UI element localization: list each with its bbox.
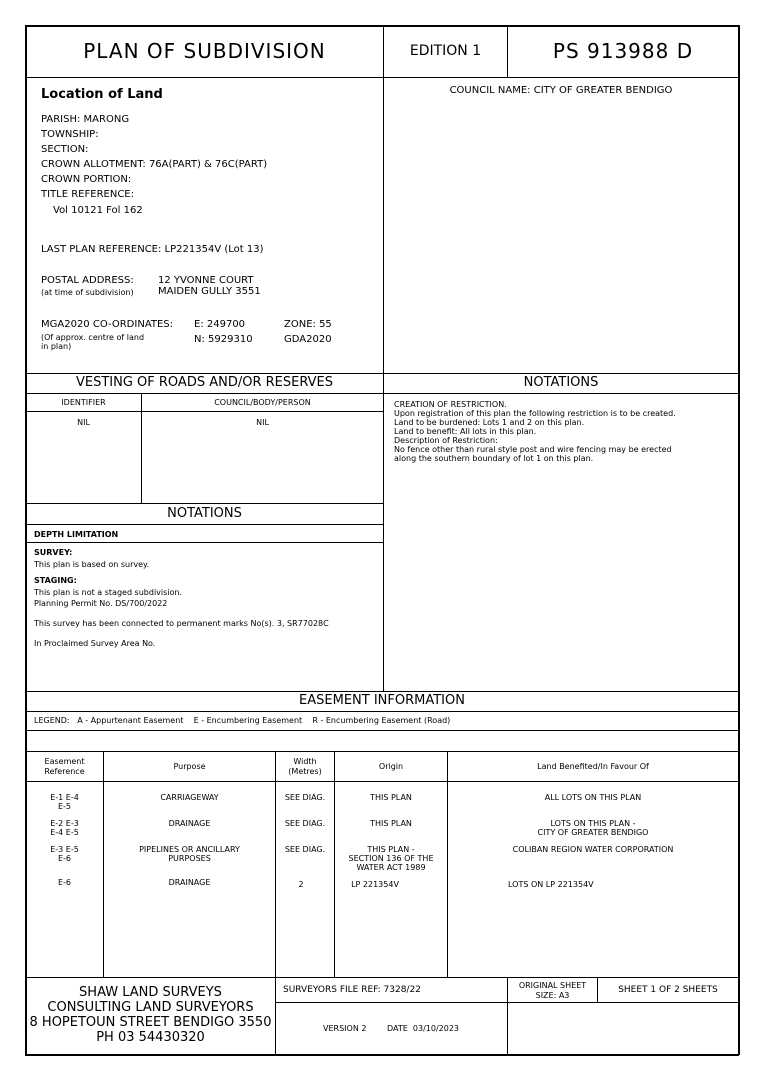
notations-right-heading: NOTATIONS [523, 375, 599, 390]
row4-benefit: LOTS ON LP 221354V [508, 880, 594, 889]
vesting-head-line [25, 393, 739, 394]
firm-line-4: PH 03 54430320 [96, 1030, 205, 1045]
col-width-1: Width [293, 757, 317, 766]
row3-width: SEE DIAG. [284, 845, 326, 854]
firm-line-1: SHAW LAND SURVEYS [79, 985, 222, 1000]
row1-ref1: E-1 E-4 [50, 793, 79, 802]
row3-origin-2: SECTION 136 OF THE [348, 854, 434, 863]
row1-purpose: CARRIAGEWAY [160, 793, 219, 802]
easement-head-line [25, 711, 739, 712]
header-divider [25, 77, 739, 78]
row3-purpose-1: PIPELINES OR ANCILLARY [139, 845, 240, 854]
row1-origin: THIS PLAN [370, 793, 412, 802]
legend-line [25, 730, 739, 731]
staging-text: This plan is not a staged subdivision. [34, 588, 183, 597]
plan-title: PLAN OF SUBDIVISION [83, 39, 326, 63]
notations-right-line-7: along the southern boundary of lot 1 on this plan. [394, 454, 594, 463]
row2-purpose: DRAINAGE [168, 819, 211, 828]
firm-line-2: CONSULTING LAND SURVEYORS [47, 1000, 254, 1015]
original-sheet-2: SIZE: A3 [535, 991, 570, 1000]
township: TOWNSHIP: [41, 129, 99, 140]
vesting-council-value: NIL [256, 418, 269, 427]
vesting-heading: VESTING OF ROADS AND/OR RESERVES [75, 375, 334, 390]
row2-benefit-1: LOTS ON THIS PLAN - [550, 819, 636, 828]
row1-ref2: E-5 [57, 802, 72, 811]
version: VERSION 2 [323, 1024, 367, 1033]
row2-origin: THIS PLAN [370, 819, 412, 828]
row4-purpose: DRAINAGE [168, 878, 211, 887]
vesting-vsplit [141, 393, 142, 504]
crown-allotment: CROWN ALLOTMENT: 76A(PART) & 76C(PART) [41, 159, 268, 170]
title-reference: TITLE REFERENCE: [41, 189, 134, 200]
crown-portion: CROWN PORTION: [41, 174, 132, 185]
notations-right-line-2: Upon registration of this plan the following restriction is to be created. [394, 409, 676, 418]
notations-left-heading: NOTATIONS [167, 506, 242, 521]
survey-text: This plan is based on survey. [34, 560, 150, 569]
notations-right-line-5: Description of Restriction: [394, 436, 498, 445]
col-origin: Origin [378, 762, 404, 771]
vesting-identifier-value: NIL [77, 418, 90, 427]
depth-line [25, 542, 383, 543]
easement-vsplit-1 [103, 751, 104, 977]
postal-label: POSTAL ADDRESS: [41, 275, 134, 286]
vesting-top-line [25, 373, 739, 374]
permanent-marks: This survey has been connected to permanent marks No(s). 3, SR77028C [34, 619, 329, 628]
easement-legend: LEGEND: A - Appurtenant Easement E - Encumbering Easement R - Encumbering Easement (Road) [34, 716, 451, 725]
row3-ref2: E-6 [57, 854, 72, 863]
staging-label: STAGING: [34, 576, 77, 585]
col-reference-2: Reference [44, 767, 85, 776]
postal-note: (at time of subdivision) [41, 288, 134, 297]
frame-top [25, 25, 739, 27]
row3-origin-3: WATER ACT 1989 [356, 863, 426, 872]
notations-right-line-4: Land to benefit: All lots in this plan. [394, 427, 537, 436]
last-plan-reference: LAST PLAN REFERENCE: LP221354V (Lot 13) [41, 244, 264, 255]
mga-note-1: (Of approx. centre of land [41, 333, 145, 342]
col-purpose: Purpose [173, 762, 206, 771]
vesting-col-council: COUNCIL/BODY/PERSON [214, 398, 311, 407]
council-name: COUNCIL NAME: CITY OF GREATER BENDIGO [449, 85, 673, 96]
easement-heading: EASEMENT INFORMATION [299, 693, 465, 708]
survey-label: SURVEY: [34, 548, 73, 557]
vesting-col-identifier: IDENTIFIER [61, 398, 106, 407]
vesting-col-line [25, 411, 383, 412]
row2-width: SEE DIAG. [284, 819, 326, 828]
vesting-bottom-line [25, 503, 383, 504]
surveyors-file-ref: SURVEYORS FILE REF: 7328/22 [283, 985, 421, 995]
row2-ref2: E-4 E-5 [50, 828, 79, 837]
frame-bottom [25, 1054, 739, 1056]
footer-top-line [25, 977, 739, 978]
row3-purpose-2: PURPOSES [168, 854, 211, 863]
location-heading: Location of Land [41, 87, 163, 102]
mga-label: MGA2020 CO-ORDINATES: [41, 319, 174, 330]
notations-right-line-3: Land to be burdened: Lots 1 and 2 on this plan. [394, 418, 585, 427]
easement-vsplit-4 [447, 751, 448, 977]
date: DATE 03/10/2023 [387, 1024, 460, 1033]
easting: E: 249700 [194, 319, 246, 330]
frame-left [25, 25, 27, 1055]
notations-right-line-1: CREATION OF RESTRICTION. [394, 400, 507, 409]
blank-row-line [25, 751, 739, 752]
row1-benefit: ALL LOTS ON THIS PLAN [544, 793, 642, 802]
parish: PARISH: MARONG [41, 114, 130, 125]
row2-benefit-2: CITY OF GREATER BENDIGO [537, 828, 649, 837]
zone: ZONE: 55 [284, 319, 332, 330]
datum: GDA2020 [284, 334, 332, 345]
title-volume: Vol 10121 Fol 162 [53, 205, 143, 216]
header-vsplit-1 [383, 25, 384, 691]
firm-line-3: 8 HOPETOUN STREET BENDIGO 3550 [29, 1015, 272, 1030]
row1-width: SEE DIAG. [284, 793, 326, 802]
notations-left-head-line [25, 524, 383, 525]
mga-note-2: in plan) [41, 342, 72, 351]
row3-benefit: COLIBAN REGION WATER CORPORATION [512, 845, 674, 854]
easement-top-line [25, 691, 739, 692]
depth-limitation: DEPTH LIMITATION [34, 530, 119, 539]
postal-line-2: MAIDEN GULLY 3551 [158, 286, 261, 297]
row3-origin-1: THIS PLAN - [367, 845, 415, 854]
notations-right-line-6: No fence other than rural style post and wire fencing may be erected [394, 445, 672, 454]
row4-ref1: E-6 [57, 878, 72, 887]
col-benefit: Land Benefited/In Favour Of [537, 762, 649, 771]
row3-ref1: E-3 E-5 [50, 845, 79, 854]
northing: N: 5929310 [194, 334, 253, 345]
col-reference-1: Easement [44, 757, 85, 766]
sheet-count: SHEET 1 OF 2 SHEETS [618, 985, 718, 995]
postal-line-1: 12 YVONNE COURT [158, 275, 254, 286]
proclaimed-area: In Proclaimed Survey Area No. [34, 639, 156, 648]
frame-right [738, 25, 740, 1055]
edition-label: EDITION 1 [409, 43, 482, 59]
row2-ref1: E-2 E-3 [50, 819, 79, 828]
original-sheet-1: ORIGINAL SHEET [518, 981, 587, 990]
easement-col-head-line [25, 781, 739, 782]
row4-origin: LP 221354V [351, 880, 399, 889]
planning-permit: Planning Permit No. DS/700/2022 [34, 599, 168, 608]
section: SECTION: [41, 144, 89, 155]
row4-width: 2 [298, 880, 304, 889]
plan-number: PS 913988 D [552, 39, 694, 63]
col-width-2: (Metres) [288, 767, 322, 776]
